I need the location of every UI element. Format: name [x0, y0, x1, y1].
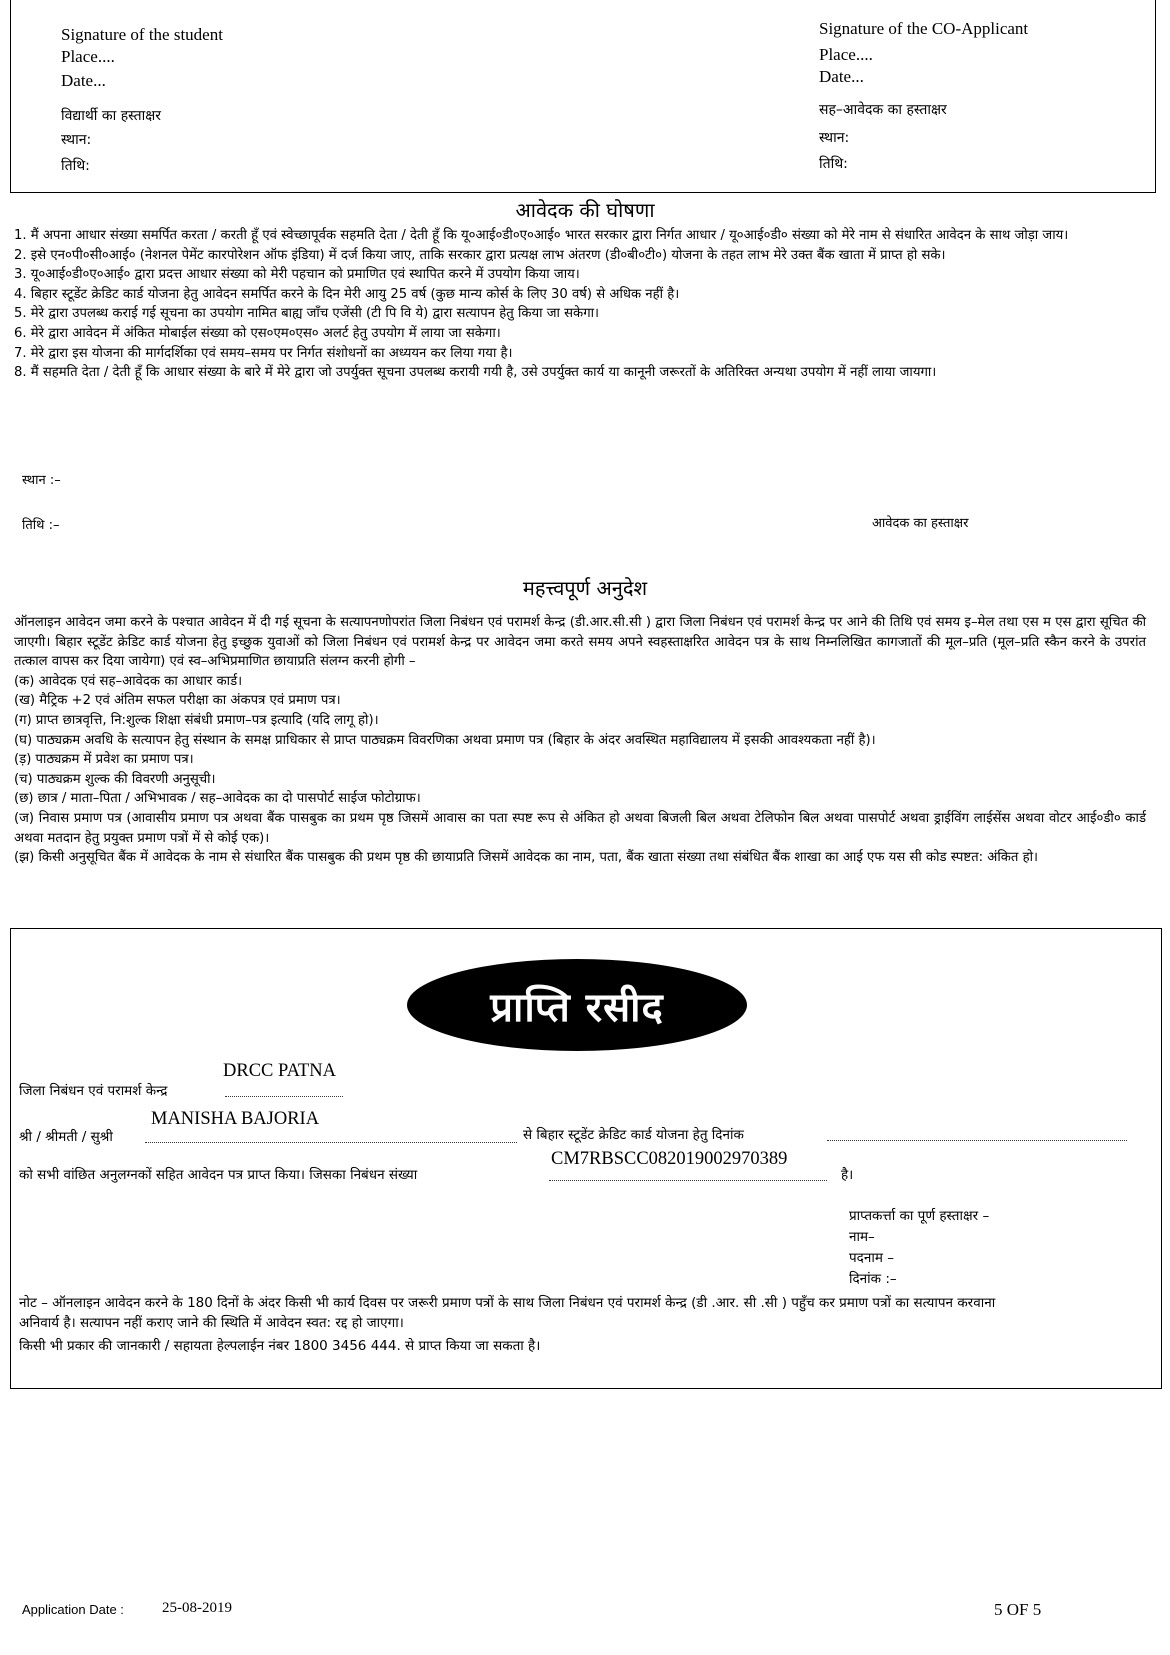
instructions-block	[14, 613, 1146, 868]
co-applicant-signature-title: Signature of the CO-Applicant	[819, 19, 1029, 38]
application-date-value: 25-08-2019	[162, 1600, 232, 1616]
co-applicant-date: Date...	[819, 67, 864, 86]
declaration-item: 2. इसे एन०पी०सी०आई० (नेशनल पेमेंट कारपोरेशन ऑफ इंडिया) में दर्ज किया जाए, ताकि सरकार द्वारा प्रत्यक्ष लाभ अंतरण (डी०बी०टी०) योजना के तहत लाभ मेरे उक्त बैंक खाता में प्राप्त हो सके।	[14, 247, 946, 263]
name-dotted-line	[145, 1142, 517, 1143]
signature-section	[10, 0, 1156, 193]
instruction-item: (झ) किसी अनुसूचित बैंक में आवेदक के नाम से संधारित बैंक पासबुक की प्रथम पृष्ठ की छायाप्रति जिसमें आवेदक का नाम, पता, बैंक खाता संख्या तथा संबंधित बैंक शाखा का आई एफ यस सी कोड स्पष्टत: अंकित हो।	[14, 850, 1038, 866]
is-text: है।	[841, 1167, 854, 1183]
receipt-note: नोट – ऑनलाइन आवेदन करने के 180 दिनों के अंदर किसी भी कार्य दिवस पर जरूरी प्रमाण पत्रों के साथ जिला निबंधन एवं परामर्श केन्द्र (डी .आर. सी .सी ) पहुँच कर प्रमाण पत्रों का सत्यापन करवाना अनिवार्य है। सत्यापन नहीं कराए जाने की स्थिति में आवेदन स्वत: रद्द हो जाएगा।	[19, 1295, 996, 1331]
declaration-item: 7. मेरे द्वारा इस योजना की मार्गदर्शिका एवं समय–समय पर निर्गत संशोधनों का अध्ययन कर लिया गया है।	[14, 345, 513, 361]
instruction-item: (ज) निवास प्रमाण पत्र (आवासीय प्रमाण पत्र अथवा बैंक पासबुक का प्रथम पृष्ठ जिसमें आवास का पता स्पष्ट रूप से अंकित हो अथवा बिजली बिल अथवा टेलिफोन बिल अथवा पासपोर्ट अथवा ड्राईविंग लाईसेंस अथवा वोटर आई०डी० कार्ड अथवा मतदान हेतु प्रयुक्त प्रमाण पत्रों में से कोई एक)।	[14, 810, 1146, 846]
helpline-text: किसी भी प्रकार की जानकारी / सहायता हेल्पलाईन नंबर 1800 3456 444. से प्राप्त किया जा सकता है।	[19, 1338, 541, 1354]
declaration-item: 5. मेरे द्वारा उपलब्ध कराई गई सूचना का उपयोग नामित बाह्य जाँच एजेंसी (टी पि वि ये) द्वारा सत्यापन हेतु किया जा सकेगा।	[14, 306, 600, 322]
instruction-item: (छ) छात्र / माता–पिता / अभिभावक / सह–आवेदक का दो पासपोर्ट साईज फोटोग्राफ।	[14, 791, 421, 807]
receipt-box	[10, 928, 1162, 1389]
student-signature-title-hi: विद्यार्थी का हस्ताक्षर	[61, 108, 161, 124]
declaration-item: 8. मैं सहमति देता / देती हूँ कि आधार संख्या के बारे में मेरे द्वारा जो उपर्युक्त सूचना उपलब्ध करायी गयी है, उसे उपर्युक्त कार्य या कानूनी जरूरतों के अतिरिक्त अन्यथा उपयोग में नहीं लाया जायगा।	[14, 365, 937, 381]
declaration-heading: आवेदक की घोषणा	[515, 198, 655, 222]
co-applicant-signature-title-hi: सह–आवेदक का हस्ताक्षर	[819, 102, 947, 118]
drcc-value: DRCC PATNA	[223, 1061, 336, 1081]
receiver-name-label: नाम–	[849, 1229, 875, 1245]
name-label: श्री / श्रीमती / सुश्री	[19, 1129, 113, 1145]
instruction-item: (च) पाठ्यक्रम शुल्क की विवरणी अनुसूची।	[14, 771, 216, 787]
instruction-item: (ख) मैट्रिक +2 एवं अंतिम सफल परीक्षा का अंकपत्र एवं प्रमाण पत्र।	[14, 693, 341, 709]
drcc-dotted-line	[225, 1096, 343, 1097]
instruction-item: (घ) पाठ्यक्रम अवधि के सत्यापन हेतु संस्थान के समक्ष प्राधिकार से प्राप्त पाठ्यक्रम विवरणिका अथवा प्रमाण पत्र (बिहार के अंदर अवस्थित महाविद्यालय में इसकी आवश्यकता नहीं है)।	[14, 732, 876, 748]
co-applicant-place-hi: स्थान:	[819, 130, 850, 146]
student-signature-block	[61, 24, 223, 178]
receipt-title-badge	[407, 959, 747, 1051]
co-applicant-place: Place....	[819, 45, 873, 64]
declaration-item: 1. मैं अपना आधार संख्या समर्पित करता / करती हूँ एवं स्वेच्छापूर्वक सहमति देता / देती हूँ कि यू०आई०डी०ए०आई० भारत सरकार द्वारा निर्गत आधार / यू०आई०डी० संख्या को मेरे नाम से संधारित आवेदन के साथ जोड़ा जाय।	[14, 228, 1069, 243]
registration-dotted-line	[549, 1180, 827, 1181]
registration-number: CM7RBSCC082019002970389	[551, 1149, 788, 1169]
received-text: को सभी वांछित अनुलग्नकों सहित आवेदन पत्र प्राप्त किया। जिसका निबंधन संख्या	[19, 1167, 418, 1183]
co-applicant-date-hi: तिथि:	[819, 156, 848, 172]
student-place-hi: स्थान:	[61, 132, 92, 148]
student-place: Place....	[61, 47, 115, 66]
instructions-heading: महत्त्वपूर्ण अनुदेश	[522, 576, 648, 600]
declaration-item: 3. यू०आई०डी०ए०आई० द्वारा प्रदत्त आधार संख्या को मेरी पहचान को प्रमाणित एवं स्थापित करने में उपयोग किया जाय।	[14, 267, 580, 283]
applicant-name-value: MANISHA BAJORIA	[151, 1109, 320, 1129]
instruction-item: (ग) प्राप्त छात्रवृत्ति, नि:शुल्क शिक्षा संबंधी प्रमाण–पत्र इत्यादि (यदि लागू हो)।	[14, 712, 379, 728]
instructions-intro: ऑनलाइन आवेदन जमा करने के पश्चात आवेदन में दी गई सूचना के सत्यापनणोपरांत जिला निबंधन एवं परामर्श केन्द्र (डी.आर.सी.सी ) द्वारा जिला निबंधन एवं परामर्श केन्द्र पर आने की तिथि एवं समय इ–मेल तथा एस म एस द्वारा सूचित की जाएगी। बिहार स्टूडेंट क्रेडिट कार्ड योजना हेतु इच्छुक युवाओं को जिला निबंधन एवं परामर्श केन्द्र पर आवेदन जमा करते समय अपने स्वहस्ताक्षरित आवेदन पत्र के साथ निम्नलिखित कागजातों की मूल–प्रति (मूल–प्रति स्कैन करने के उपरांत तत्काल वापस कर दिया जायेगा) एवं स्व–अभिप्रमाणित छायाप्रति संलग्न करनी होगी –	[14, 615, 1147, 670]
declaration-list	[14, 226, 1146, 383]
declaration-date-label: तिथि :–	[22, 518, 60, 533]
declaration-place-label: स्थान :–	[22, 473, 61, 488]
drcc-label: जिला निबंधन एवं परामर्श केन्द्र	[19, 1083, 168, 1099]
student-date: Date...	[61, 71, 106, 90]
student-signature-title: Signature of the student	[61, 25, 223, 44]
student-date-hi: तिथि:	[61, 158, 90, 174]
instruction-item: (ड़) पाठ्यक्रम में प्रवेश का प्रमाण पत्र।	[14, 752, 194, 768]
applicant-signature-label: आवेदक का हस्ताक्षर	[872, 516, 969, 531]
receiver-date-label: दिनांक :–	[849, 1271, 897, 1287]
declaration-item: 4. बिहार स्टूडेंट क्रेडिट कार्ड योजना हेतु आवेदन समर्पित करने के दिन मेरी आयु 25 वर्ष (कुछ मान्य कोर्स के लिए 30 वर्ष) से अधिक नहीं है।	[14, 286, 680, 302]
date-dotted-line	[827, 1140, 1127, 1141]
page-number: 5 OF 5	[994, 1600, 1042, 1619]
declaration-item: 6. मेरे द्वारा आवेदन में अंकित मोबाईल संख्या को एस०एम०एस० अलर्ट हेतु उपयोग में लाया जा सकेगा।	[14, 325, 501, 341]
receiver-signature-label: प्राप्तकर्त्ता का पूर्ण हस्ताक्षर –	[849, 1208, 990, 1224]
receipt-title: प्राप्ति रसीद	[490, 984, 664, 1031]
scheme-text: से बिहार स्टूडेंट क्रेडिट कार्ड योजना हेतु दिनांक	[523, 1127, 744, 1143]
co-applicant-signature-block	[819, 18, 1028, 176]
instruction-item: (क) आवेदक एवं सह–आवेदक का आधार कार्ड।	[14, 673, 243, 689]
application-date-label: Application Date :	[22, 1602, 124, 1617]
receiver-designation-label: पदनाम –	[849, 1250, 894, 1266]
